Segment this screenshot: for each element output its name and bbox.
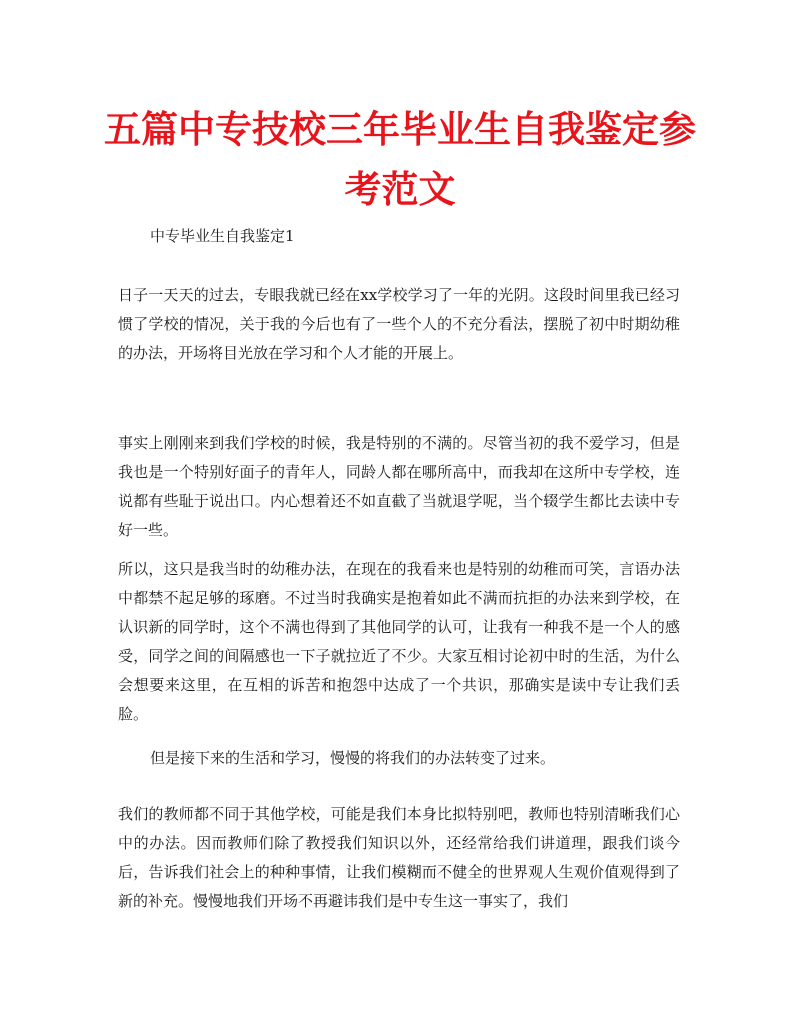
document-title: 五篇中专技校三年毕业生自我鉴定参考范文 (104, 108, 696, 211)
section-subtitle: 中专毕业生自我鉴定1 (150, 227, 295, 245)
paragraph-1: 日子一天天的过去，专眼我就已经在xx学校学习了一年的光阴。这段时间里我已经习惯了学校的情况，关于我的今后也有了一些个人的不充分看法，摆脱了初中时期幼稚的办法，开场将目光放在学习和个人才能的开展上。 (118, 286, 680, 362)
paragraph-5: 我们的教师都不同于其他学校，可能是我们本身比拟特别吧，教师也特别清晰我们心中的办法。因而教师们除了教授我们知识以外，还经常给我们讲道理，跟我们谈今后，告诉我们社会上的种种事情，让我们模糊而不健全的世界观人生观价值观得到了新的补充。慢慢地我们开场不再避讳我们是中专生这一事实了，我们 (118, 805, 680, 910)
paragraph-2: 事实上刚刚来到我们学校的时候，我是特别的不满的。尽管当初的我不爱学习，但是我也是一个特别好面子的青年人，同龄人都在哪所高中，而我却在这所中专学校，连说都有些耻于说出口。内心想着还不如直截了当就退学呢，当个辍学生都比去读中专好一些。 (118, 434, 680, 539)
paragraph-3: 所以，这只是我当时的幼稚办法，在现在的我看来也是特别的幼稚而可笑，言语办法中都禁不起足够的琢磨。不过当时我确实是抱着如此不满而抗拒的办法来到学校，在认识新的同学时，这个不满也得到了其他同学的认可，让我有一种我不是一个人的感受，同学之间的间隔感也一下子就拉近了不少。大家互相讨论初中时的生活，为什么会想要来这里，在互相的诉苦和抱怨中达成了一个共识，那确实是读中专让我们丢脸。 (118, 560, 680, 723)
paragraph-4: 但是接下来的生活和学习，慢慢的将我们的办法转变了过来。 (150, 749, 556, 767)
